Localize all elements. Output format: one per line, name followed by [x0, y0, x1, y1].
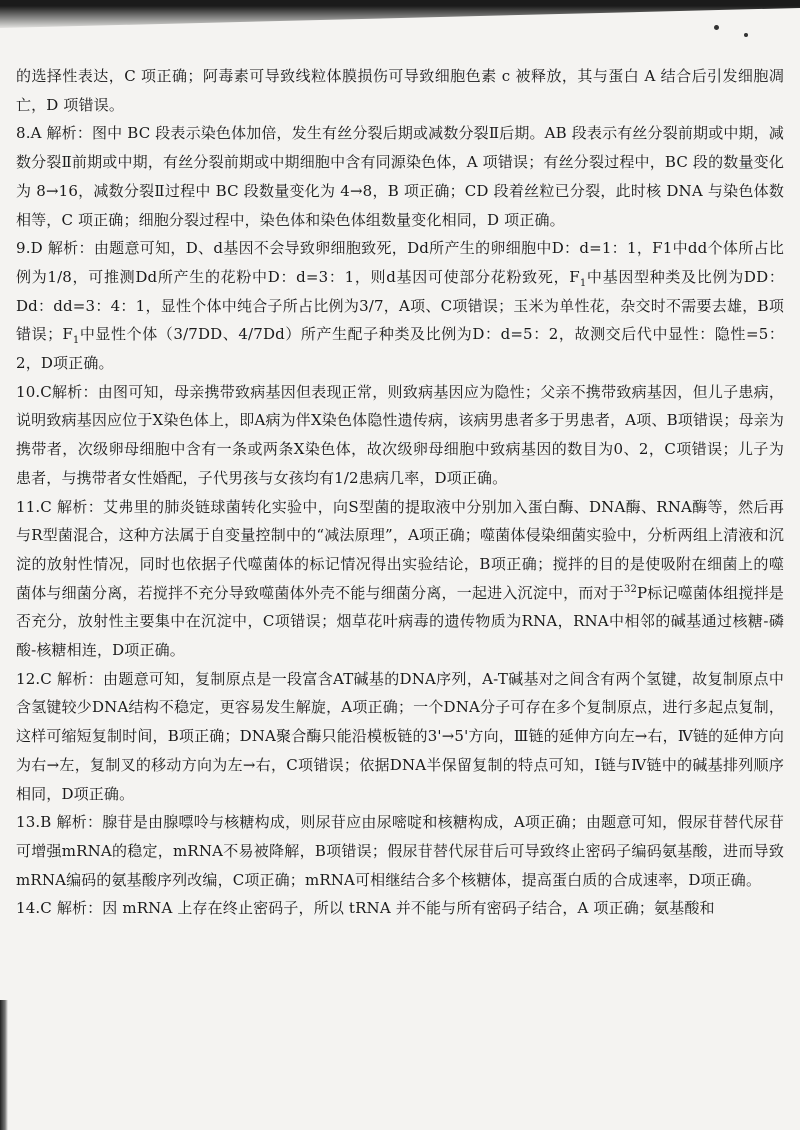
q9-text-c: 中显性个体（3/7DD、4/7Dd）所产生配子种类及比例为D：d=5：2，故测交后代中显性：隐性=5：2，D项正确。 [16, 325, 784, 373]
paragraph-q14: 14.C 解析：因 mRNA 上存在终止密码子，所以 tRNA 并不能与所有密码子结合，A 项正确；氨基酸和 [16, 899, 715, 918]
q9-text-b: 中基因型种类及比例为DD：Dd：dd=3：4：1，显性个体中纯合子所占比例为3/7，A项、C项错误；玉米为单性花，杂交时不需要去雄，B项错误；F [16, 267, 784, 344]
paragraph-intro: 的选择性表达，C 项正确；阿毒素可导致线粒体膜损伤可导致细胞色素 c 被释放，其与蛋白 A 结合后引发细胞凋亡，D 项错误。 [16, 67, 784, 114]
paragraph-q11 [16, 493, 784, 665]
paragraph-q10: 10.C解析：由图可知，母亲携带致病基因但表现正常，则致病基因应为隐性；父亲不携带致病基因，但儿子患病，说明致病基因应位于X染色体上，即A病为伴X染色体隐性遗传病，该病男患者多于男患者，A项、B项错误；母亲为携带者，次级卵母细胞中含有一条或两条X染色体，故次级卵母细胞中致病基因的数目为0、2，C项错误；儿子为患者，与携带者女性婚配，子代男孩与女孩均有1/2患病几率，D项正确。 [16, 382, 784, 487]
paragraph-q8: 8.A 解析：图中 BC 段表示染色体加倍，发生有丝分裂后期或减数分裂Ⅱ后期。AB 段表示有丝分裂前期或中期，减数分裂Ⅱ前期或中期，有丝分裂前期或中期细胞中含有同源染色体，A 项错误；有丝分裂过程中，BC 段的数量变化为 8→16，减数分裂Ⅱ过程中 BC 段数量变化为 4→8，B 项正确；CD 段着丝粒已分裂，此时核 DNA 与染色体数相等，C 项正确；细胞分裂过程中，染色体和染色体组数量变化相同，D 项正确。 [16, 124, 784, 229]
scan-left-shadow [0, 1000, 8, 1130]
scan-speck [714, 25, 719, 30]
scan-top-shadow [0, 0, 800, 30]
q9-subscript-1: 1 [579, 277, 587, 289]
q11-text-b: P标记噬菌体组搅拌是否充分，放射性主要集中在沉淀中，C项错误；烟草花叶病毒的遗传物质为RNA，RNA中相邻的碱基通过核糖-磷酸-核糖相连，D项正确。 [16, 583, 784, 660]
q11-text-a: 11.C 解析：艾弗里的肺炎链球菌转化实验中，向S型菌的提取液中分别加入蛋白酶、DNA酶、RNA酶等，然后再与R型菌混合，这种方法属于自变量控制中的“减法原理”，A项正确；噬菌体侵染细菌实验中，分析两组上清液和沉淀的放射性情况，同时也依据子代噬菌体的标记情况得出实验结论，B项正确；搅拌的目的是使吸附在细菌上的噬菌体与细菌分离，若搅拌不充分导致噬菌体外壳不能与细菌分离，一起进入沉淀中，而对于 [16, 497, 784, 602]
q11-superscript: 32 [623, 583, 637, 595]
q9-subscript-2: 1 [72, 335, 80, 347]
paragraph-q9 [16, 234, 784, 378]
q9-text-a: 9.D 解析：由题意可知，D、d基因不会导致卵细胞致死，Dd所产生的卵细胞中D：d=1：1，F1中dd个体所占比例为1/8，可推测Dd所产生的花粉中D：d=3：1，则d基因可使部分花粉致死，F [16, 239, 784, 286]
paragraph-q12: 12.C 解析：由题意可知，复制原点是一段富含AT碱基的DNA序列，A-T碱基对之间含有两个氢键，故复制原点中含氢键较少DNA结构不稳定，更容易发生解旋，A项正确；一个DNA分子可存在多个复制原点，进行多起点复制，这样可缩短复制时间，B项正确；DNA聚合酶只能沿模板链的3'→5'方向，Ⅲ链的延伸方向左→右，Ⅳ链的延伸方向为右→左，复制叉的移动方向为左→右，C项错误；依据DNA半保留复制的特点可知，Ⅰ链与Ⅳ链中的碱基排列顺序相同，D项正确。 [16, 669, 784, 803]
paragraph-q13: 13.B 解析：腺苷是由腺嘌呤与核糖构成，则尿苷应由尿嘧啶和核糖构成，A项正确；由题意可知，假尿苷替代尿苷可增强mRNA的稳定，mRNA不易被降解，B项错误；假尿苷替代尿苷后可导致终止密码子编码氨基酸，进而导致mRNA编码的氨基酸序列改编，C项正确；mRNA可相继结合多个核糖体，提高蛋白质的合成速率，D项正确。 [16, 813, 784, 889]
scan-speck [744, 33, 748, 37]
answer-page [16, 62, 784, 923]
